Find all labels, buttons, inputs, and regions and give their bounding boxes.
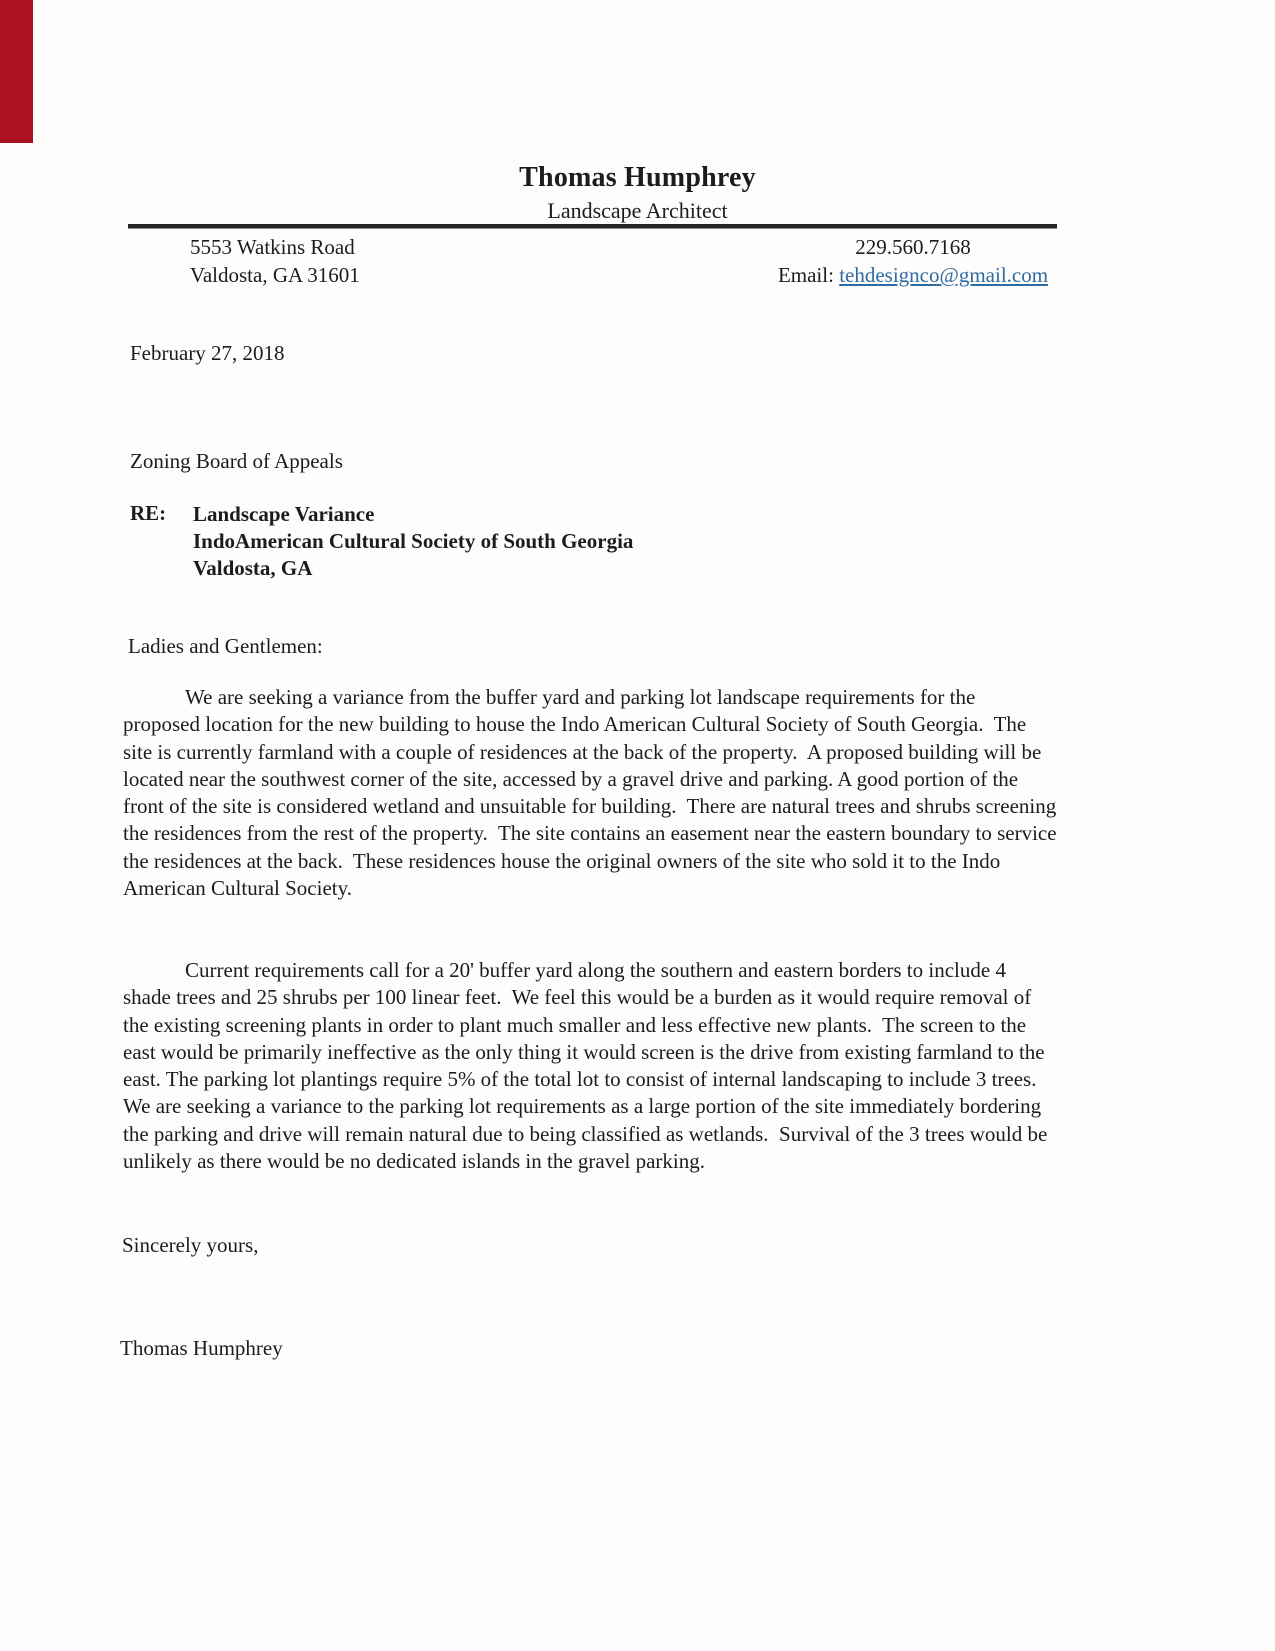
- letter-recipient: Zoning Board of Appeals: [130, 449, 343, 473]
- re-lines: [193, 501, 633, 582]
- letterhead-divider-rule: [128, 224, 1057, 229]
- phone-number: 229.560.7168: [855, 235, 971, 259]
- letter-date: February 27, 2018: [130, 341, 285, 365]
- re-line-subject: Landscape Variance: [193, 502, 375, 526]
- letter-signature: Thomas Humphrey: [120, 1336, 283, 1360]
- email-line: [768, 261, 1058, 289]
- address-line-1: 5553 Watkins Road: [190, 235, 355, 259]
- letterhead-name: Thomas Humphrey: [519, 162, 756, 193]
- email-link[interactable]: tehdesignco@gmail.com: [839, 263, 1049, 287]
- scan-artifact-red-stripe: [0, 0, 33, 143]
- email-label: Email:: [777, 263, 840, 287]
- address-line-2: Valdosta, GA 31601: [190, 263, 360, 287]
- letterhead-address: [190, 233, 360, 289]
- re-block: [130, 501, 633, 582]
- re-line-location: Valdosta, GA: [193, 556, 313, 580]
- letterhead-profession: Landscape Architect: [547, 198, 728, 223]
- letter-closing: Sincerely yours,: [122, 1233, 259, 1257]
- letter-salutation: Ladies and Gentlemen:: [128, 634, 323, 658]
- letterhead-contact: [768, 233, 1058, 289]
- re-label: RE:: [130, 501, 167, 525]
- body-paragraph-2: Current requirements call for a 20' buffer yard along the southern and eastern borders to include 4 shade trees and 25 shrubs per 100 linear feet. We feel this would be a burden as it would require removal of the existing screening plants in order to plant much smaller and less effective new plants. The screen to the east would be primarily ineffective as the only thing it would screen is the drive from existing farmland to the east. The parking lot plantings require 5% of the total lot to consist of internal landscaping to include 3 trees. We are seeking a variance to the parking lot requirements as a large portion of the site immediately bordering the parking and drive will remain natural due to being classified as wetlands. Survival of the 3 trees would be unlikely as there would be no dedicated islands in the gravel parking.: [123, 958, 1053, 1174]
- body-paragraph-1: We are seeking a variance from the buffer yard and parking lot landscape requirements for the proposed location for the new building to house the Indo American Cultural Society of South Georgia. The site is currently farmland with a couple of residences at the back of the property. A proposed building will be located near the southwest corner of the site, accessed by a gravel drive and parking. A good portion of the front of the site is considered wetland and unsuitable for building. There are natural trees and shrubs screening the residences from the rest of the property. The site contains an easement near the eastern boundary to service the residences at the back. These residences house the original owners of the site who sold it to the Indo American Cultural Society.: [123, 685, 1062, 901]
- re-line-organization: IndoAmerican Cultural Society of South Georgia: [193, 529, 634, 553]
